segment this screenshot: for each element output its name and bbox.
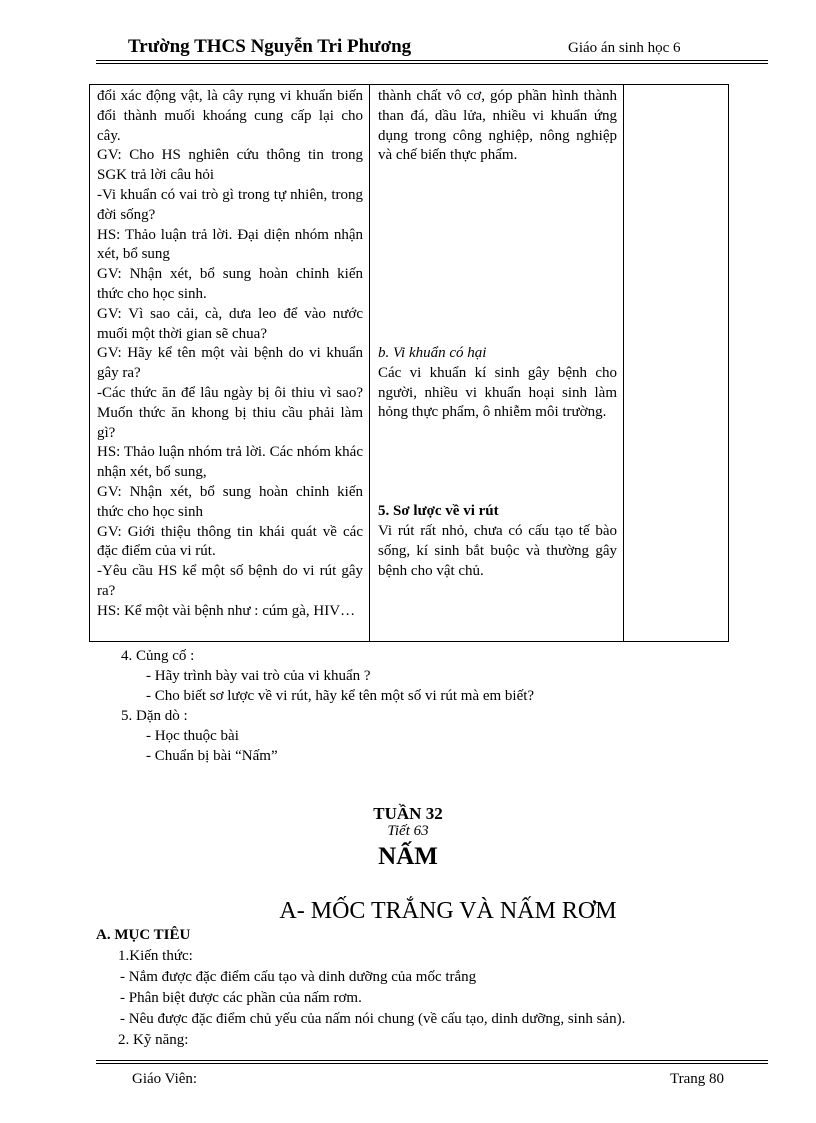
lesson-title: NẤM xyxy=(378,843,438,870)
skills-title: 2. Kỹ năng: xyxy=(118,1032,189,1048)
week-label: TUẦN 32 xyxy=(373,804,443,823)
homework-title: 5. Dặn dò : xyxy=(121,708,188,724)
footer-rule-1 xyxy=(96,1060,768,1061)
activity-paragraph: -Các thức ăn để lâu ngày bị ôi thiu vì sao? Muốn thức ăn khong bị thiu cầu phải làm gì? xyxy=(97,384,363,441)
activity-paragraph: GV: Hãy kể tên một vài bệnh do vi khuẩn gây ra? xyxy=(97,345,363,382)
activity-paragraph: GV: Giới thiệu thông tin khái quát về các đặc điểm của vi rút. xyxy=(97,523,363,560)
content-column xyxy=(370,85,624,642)
harm-title: b. Vi khuẩn có hại xyxy=(378,345,487,361)
activity-paragraph: HS: Kể một vài bệnh như : cúm gà, HIV… xyxy=(97,602,356,619)
activity-paragraph: đổi xác động vật, là cây rụng vi khuẩn biến đổi thành muối khoáng cung cấp lại cho cây. xyxy=(97,88,363,144)
harm-section xyxy=(378,344,617,423)
content-top xyxy=(378,87,617,186)
lesson-subtitle: A- MỐC TRẮNG VÀ NẤM RƠM xyxy=(279,898,617,924)
lesson-table xyxy=(89,84,729,642)
knowledge-item: - Nêu được đặc điểm chủ yếu của nấm nói chung (về cấu tạo, dinh dưỡng, sinh sản). xyxy=(120,1011,626,1027)
footer-page-number: Trang 80 xyxy=(670,1071,725,1087)
review-title: 4. Củng cố : xyxy=(121,648,195,664)
lesson-number: Tiết 63 xyxy=(387,823,429,839)
virus-section xyxy=(378,502,617,581)
virus-text: Vi rút rất nhỏ, chưa có cấu tạo tế bào sống, kí sinh bắt buộc và thường gây bệnh cho vật chủ. xyxy=(378,522,617,579)
activity-paragraph: GV: Cho HS nghiên cứu thông tin trong SGK trả lời câu hỏi xyxy=(97,147,363,184)
homework-item: - Học thuộc bài xyxy=(146,728,239,744)
footer-teacher: Giáo Viên: xyxy=(132,1071,198,1087)
activity-paragraph: GV: Nhận xét, bổ sung hoàn chỉnh kiến thức cho học sinh xyxy=(97,483,363,520)
header-rule-1 xyxy=(96,60,768,61)
activity-column xyxy=(90,85,370,642)
header-school-name: Trường THCS Nguyễn Tri Phương xyxy=(128,36,412,57)
virus-title: 5. Sơ lược về vi rút xyxy=(378,503,499,520)
review-item: - Hãy trình bày vai trò của vi khuẩn ? xyxy=(146,668,371,684)
activity-paragraph: -Vi khuẩn có vai trò gì trong tự nhiên, trong đời sống? xyxy=(97,186,363,223)
objectives-section xyxy=(96,925,756,1051)
knowledge-title: 1.Kiến thức: xyxy=(118,948,193,964)
activity-paragraph: HS: Thảo luận nhóm trả lời. Các nhóm khác nhận xét, bổ sung, xyxy=(97,444,363,481)
review-item: - Cho biết sơ lược về vi rút, hãy kể tên một số vi rút mà em biết? xyxy=(146,688,535,704)
activity-paragraph: -Yêu cầu HS kể một số bệnh do vi rút gây ra? xyxy=(97,563,363,599)
activity-paragraph: GV: Nhận xét, bổ sung hoàn chỉnh kiến thức cho học sinh. xyxy=(97,266,363,302)
objectives-heading: A. MỤC TIÊU xyxy=(96,927,191,943)
notes-column xyxy=(624,85,729,642)
header-rule-2 xyxy=(96,63,768,64)
footer-rule-2 xyxy=(96,1063,768,1064)
activity-paragraph: HS: Thảo luận trả lời. Đại diện nhóm nhận xét, bổ sung xyxy=(97,226,363,263)
knowledge-item: - Phân biệt được các phần của nấm rơm. xyxy=(120,990,362,1006)
header-subject: Giáo án sinh học 6 xyxy=(568,40,681,56)
knowledge-item: - Nắm được đặc điểm cấu tạo và dinh dưỡng của mốc trắng xyxy=(120,969,477,985)
harm-text: Các vi khuẩn kí sinh gây bệnh cho người, nhiều vi khuẩn hoại sinh làm hỏng thực phẩm, ô nhiễm môi trường. xyxy=(378,364,617,421)
activity-paragraph: GV: Vì sao cải, cà, dưa leo để vào nước muối một thời gian sẽ chua? xyxy=(97,305,363,342)
content-top-text: thành chất vô cơ, góp phần hình thành than đá, dầu lửa, nhiều vi khuẩn ứng dụng trong công nghiệp, nông nghiệp và chế biến thực phẩm. xyxy=(378,88,617,164)
homework-item: - Chuẩn bị bài “Nấm” xyxy=(146,748,278,764)
